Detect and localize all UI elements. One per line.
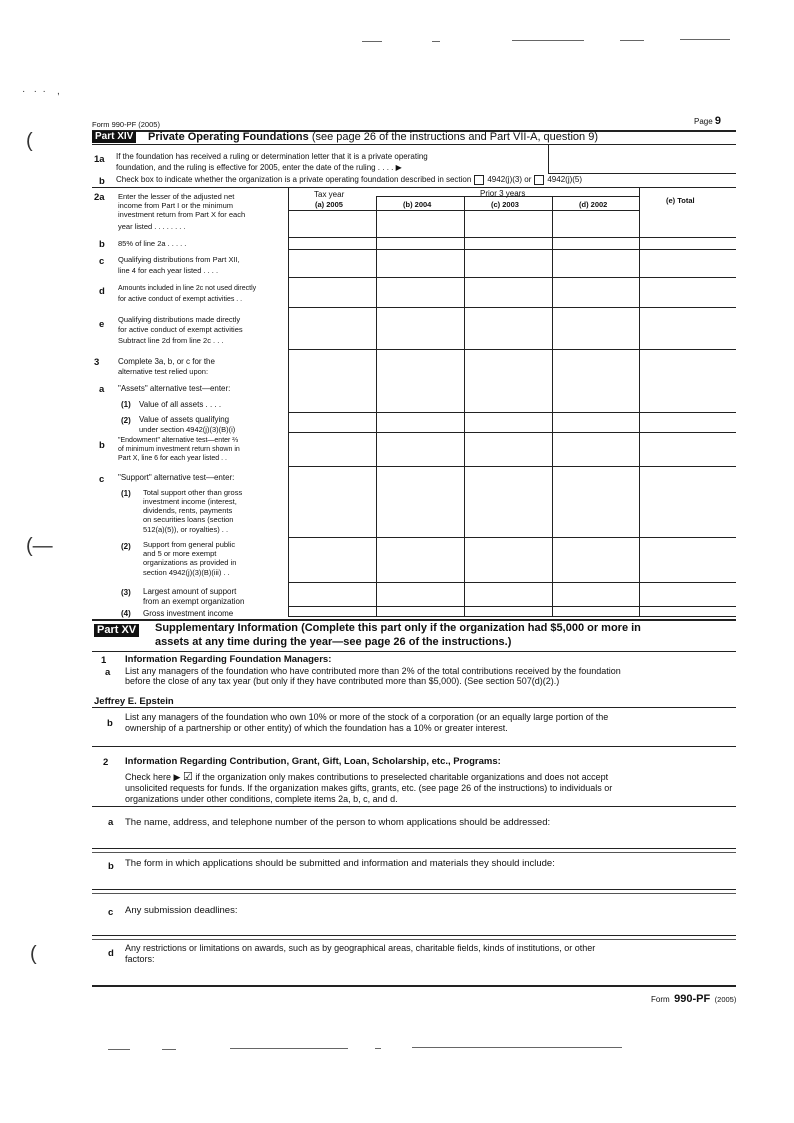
q2-num: 2	[103, 757, 109, 768]
opt-4942j3: 4942(j)(3) or	[487, 175, 532, 185]
q2c-num: c	[108, 907, 114, 918]
q2-check-prefix: Check here ▶	[125, 772, 181, 782]
r3c4: Gross investment income	[143, 609, 234, 618]
part14-tag: Part XIV	[92, 131, 136, 143]
q2-text-3: organizations under other conditions, complete items 2a, b, c, and d.	[125, 794, 398, 804]
q2d-rule	[92, 985, 736, 987]
q1b-1: List any managers of the foundation who own 10% or more of the stock of a corporation (or an equally large portion of the	[125, 712, 609, 722]
row-2e-rule	[288, 349, 736, 350]
margin-bracket-2: (—	[26, 535, 53, 557]
r2a-1: Enter the lesser of the adjusted net	[118, 192, 235, 201]
q2a-rule-2	[92, 852, 736, 853]
r2d-num: d	[99, 286, 105, 297]
checkbox-4942j5[interactable]	[534, 175, 544, 185]
r3a1: Value of all assets . . . .	[139, 400, 222, 409]
r3a: "Assets" alternative test—enter:	[118, 384, 231, 393]
r2a-4: year listed . . . . . . . .	[118, 222, 186, 231]
r3c1-3: dividends, rents, payments	[143, 506, 233, 515]
r2c-num: c	[99, 256, 105, 267]
q2b-num: b	[108, 861, 114, 872]
r3c1-1: Total support other than gross	[143, 488, 243, 497]
footer-form-label	[651, 989, 736, 1007]
r2e-num: e	[99, 319, 105, 330]
grid-col-d-left	[552, 196, 553, 616]
r3c2-3: organizations as provided in	[143, 558, 237, 567]
q2-title: Information Regarding Contribution, Grant, Gift, Loan, Scholarship, etc., Programs:	[125, 756, 501, 767]
part15-tag: Part XV	[94, 624, 139, 637]
row-3b-rule	[288, 466, 736, 467]
r2c-2: line 4 for each year listed . . . .	[118, 266, 219, 275]
scan-mark-bottom-3	[230, 1048, 348, 1049]
q2b: The form in which applications should be submitted and information and materials they should include:	[125, 858, 555, 869]
q2d-num: d	[108, 948, 114, 959]
r3a2-1: Value of assets qualifying	[139, 415, 230, 424]
r3c-num: c	[99, 474, 105, 485]
footer-year: (2005)	[714, 995, 737, 1004]
col-header-rule	[288, 210, 639, 211]
row-3c4-rule	[288, 616, 736, 617]
manager-name: Jeffrey E. Epstein	[94, 696, 174, 707]
col-taxyear: Tax year	[314, 190, 345, 199]
r2e-1: Qualifying distributions made directly	[118, 315, 241, 324]
r2e-3: Subtract line 2d from line 2c . . .	[118, 336, 224, 345]
r2d-2: for active conduct of exempt activities . .	[118, 296, 243, 303]
q1-title: Information Regarding Foundation Managers:	[125, 654, 332, 665]
row-2d-rule	[288, 307, 736, 308]
footer-form-word: Form	[651, 995, 670, 1004]
margin-bracket-3: (	[30, 943, 37, 965]
part15-title2: assets at any time during the year—see page 26 of the instructions.)	[155, 636, 512, 648]
r3a1-num: (1)	[121, 400, 131, 409]
q2-checkbox[interactable]: ☑	[182, 771, 193, 783]
r3a2-num: (2)	[121, 416, 131, 425]
scan-mark-bottom-1	[108, 1049, 130, 1050]
part15-top-rule	[92, 619, 736, 621]
l1b-label: Check box to indicate whether the organization is a private operating foundation described in section	[116, 175, 472, 185]
r3b-num: b	[99, 440, 105, 451]
scan-mark-bottom-5	[412, 1047, 622, 1048]
r3c1-2: investment income (interest,	[143, 497, 237, 506]
q2c-rule-1	[92, 935, 736, 936]
r3b-2: of minimum investment return shown in	[118, 446, 240, 453]
r2c-1: Qualifying distributions from Part XII,	[118, 255, 240, 264]
r3a2-2: under section 4942(j)(3)(B)(i)	[139, 425, 236, 434]
row-3c2-rule	[288, 582, 736, 583]
q2-text-1: if the organization only makes contributions to preselected charitable organizations and does not accept	[195, 772, 609, 782]
checkbox-4942j3[interactable]	[474, 175, 484, 185]
r3c: "Support" alternative test—enter:	[118, 473, 235, 482]
col-e: (e) Total	[666, 196, 695, 205]
r3c3-num: (3)	[121, 588, 131, 597]
scan-mark-top-1	[362, 41, 382, 42]
r2b: 85% of line 2a . . . . .	[118, 239, 187, 248]
footer-form-num: 990-PF	[674, 993, 711, 1005]
r3c3-1: Largest amount of support	[143, 587, 237, 596]
q1b-rule	[92, 746, 736, 747]
r3c2-num: (2)	[121, 542, 131, 551]
scan-mark-top-4	[620, 40, 644, 41]
r3c1-5: 512(a)(5)), or royalties) . .	[143, 525, 229, 534]
scan-dots: · · · ,	[22, 86, 60, 97]
part15-rule	[92, 651, 736, 652]
l1b-text	[116, 175, 582, 185]
r3-num: 3	[94, 357, 100, 368]
q2d-1: Any restrictions or limitations on awards, such as by geographical areas, charitable fields, kinds of institutions, or other	[125, 943, 596, 953]
row-3c1-rule	[288, 537, 736, 538]
r3c2-2: and 5 or more exempt	[143, 549, 217, 558]
q1-num: 1	[101, 655, 107, 666]
ruling-date-field[interactable]	[549, 145, 735, 172]
scan-mark-top-3	[512, 40, 584, 41]
q1b-num: b	[107, 718, 113, 729]
grid-col-e-left	[639, 188, 640, 616]
r3b-1: "Endowment" alternative test—enter ⅔	[118, 437, 239, 444]
q2a-num: a	[108, 817, 114, 828]
col-a: (a) 2005	[315, 200, 343, 209]
l1a-num: 1a	[94, 154, 105, 165]
r3c3-2: from an exempt organization	[143, 597, 245, 606]
page-number: 9	[714, 115, 722, 127]
q2b-rule-2	[92, 893, 736, 894]
row-2c-rule	[288, 277, 736, 278]
scan-mark-top-2	[432, 41, 440, 42]
q2c: Any submission deadlines:	[125, 905, 238, 916]
q2-text-2: unsolicited requests for funds. If the organization makes gifts, grants, etc. (see page 26 of the instructions) to individuals or	[125, 783, 613, 793]
grid-col-a-left	[288, 188, 289, 616]
q2b-rule-1	[92, 889, 736, 890]
r3b-3: Part X, line 6 for each year listed . .	[118, 455, 227, 462]
q1b-2: ownership of a partnership or other entity) of which the foundation has a 10% or greater interest.	[125, 723, 508, 733]
scan-mark-top-5	[680, 39, 730, 40]
part14-title	[148, 131, 598, 144]
r2d-1: Amounts included in line 2c not used directly	[118, 285, 257, 292]
q1a-2: before the close of any tax year (but only if they have contributed more than $5,000). (See section 507(d)(2).)	[125, 676, 560, 686]
opt-4942j5: 4942(j)(5)	[547, 175, 583, 185]
l1b-num: b	[99, 176, 105, 187]
col-prior: Prior 3 years	[480, 189, 526, 198]
q2c-rule-2	[92, 939, 736, 940]
r2a-3: investment return from Part X for each	[118, 210, 246, 219]
q1a-1: List any managers of the foundation who have contributed more than 2% of the total contributions received by the foundation	[125, 666, 621, 676]
r3c1-num: (1)	[121, 489, 131, 498]
grid-col-c-left	[464, 196, 465, 616]
r3c2-1: Support from general public	[143, 540, 236, 549]
q2-rule	[92, 806, 736, 807]
part14-title-note: (see page 26 of the instructions and Part VII-A, question 9)	[311, 131, 598, 143]
row-2a-rule	[288, 237, 736, 238]
row-2b-rule	[288, 249, 736, 250]
scan-mark-bottom-2	[162, 1049, 176, 1050]
grid-col-b-left	[376, 196, 377, 616]
q2-check-line	[125, 772, 608, 783]
r2a-num: 2a	[94, 192, 105, 203]
col-d: (d) 2002	[579, 200, 608, 209]
scan-mark-bottom-4	[375, 1048, 381, 1049]
r3c2-4: section 4942(j)(3)(B)(iii) . .	[143, 568, 230, 577]
l1a-text2: foundation, and the ruling is effective for 2005, enter the date of the ruling . . . . ▶	[116, 163, 402, 172]
col-b: (b) 2004	[403, 200, 432, 209]
q1a-num: a	[105, 667, 111, 678]
r3-1: Complete 3a, b, or c for the	[118, 357, 215, 366]
l1a-text1: If the foundation has received a ruling or determination letter that it is a private operating	[116, 152, 428, 161]
row-3a1-rule	[288, 412, 736, 413]
r2a-2: income from Part I or the minimum	[118, 201, 234, 210]
part14-title-main: Private Operating Foundations	[148, 131, 309, 143]
q2a-rule-1	[92, 848, 736, 849]
r2b-num: b	[99, 239, 105, 250]
q2d-2: factors:	[125, 954, 155, 964]
l1a-rule	[548, 173, 736, 174]
page-label	[694, 117, 721, 126]
r3a-num: a	[99, 384, 105, 395]
page-word: Page	[694, 117, 713, 126]
form-label: Form 990-PF (2005)	[92, 120, 160, 129]
q1a-rule	[92, 707, 736, 708]
r3c4-num: (4)	[121, 609, 131, 618]
r3c1-4: on securities loans (section	[143, 515, 234, 524]
margin-bracket-1: (	[26, 130, 33, 152]
r2e-2: for active conduct of exempt activities	[118, 325, 243, 334]
r3-2: alternative test relied upon:	[118, 367, 209, 376]
q2a: The name, address, and telephone number of the person to whom applications should be addressed:	[125, 817, 551, 828]
row-3a2-rule	[288, 432, 736, 433]
part15-title1: Supplementary Information (Complete this part only if the organization had $5,000 or more in	[155, 622, 641, 634]
row-3c3-rule	[288, 606, 736, 607]
col-c: (c) 2003	[491, 200, 519, 209]
